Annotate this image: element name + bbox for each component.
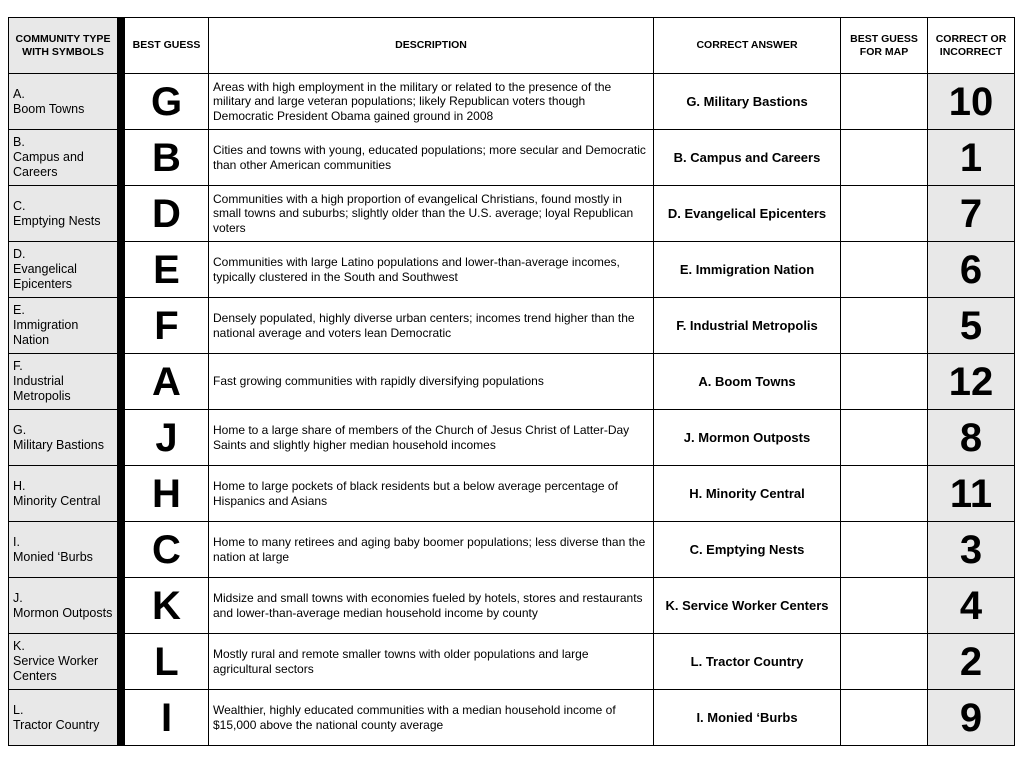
community-name: Evangelical Epicenters	[13, 262, 77, 291]
community-type-cell	[9, 130, 118, 186]
separator-bar	[118, 242, 125, 298]
community-type-cell	[9, 578, 118, 634]
result-cell: 5	[928, 298, 1015, 354]
table-row	[9, 690, 1015, 746]
description-cell: Cities and towns with young, educated populations; more secular and Democratic than other American communities	[209, 130, 654, 186]
table-row	[9, 242, 1015, 298]
separator-bar	[118, 74, 125, 130]
header-best-guess-map: BEST GUESS FOR MAP	[841, 18, 928, 74]
separator-bar	[118, 298, 125, 354]
best-guess-map-cell[interactable]	[841, 298, 928, 354]
header-community-type: COMMUNITY TYPE WITH SYMBOLS	[9, 18, 118, 74]
separator-bar	[118, 354, 125, 410]
best-guess-map-cell[interactable]	[841, 690, 928, 746]
correct-answer-cell: F. Industrial Metropolis	[654, 298, 841, 354]
table-row	[9, 634, 1015, 690]
table-row	[9, 466, 1015, 522]
community-name: Minority Central	[13, 493, 101, 508]
description-cell: Midsize and small towns with economies fueled by hotels, stores and restaurants and lower-than-average median household income by county	[209, 578, 654, 634]
best-guess-map-cell[interactable]	[841, 634, 928, 690]
correct-answer-cell: B. Campus and Careers	[654, 130, 841, 186]
result-cell: 11	[928, 466, 1015, 522]
result-cell: 3	[928, 522, 1015, 578]
correct-answer-cell: A. Boom Towns	[654, 354, 841, 410]
result-cell: 10	[928, 74, 1015, 130]
community-name: Monied ‘Burbs	[13, 549, 93, 564]
separator-bar	[118, 578, 125, 634]
community-name: Military Bastions	[13, 437, 104, 452]
community-letter: B.	[13, 135, 25, 149]
community-name: Emptying Nests	[13, 213, 101, 228]
result-cell: 7	[928, 186, 1015, 242]
best-guess-cell[interactable]: G	[125, 74, 209, 130]
best-guess-cell[interactable]: D	[125, 186, 209, 242]
community-type-cell	[9, 186, 118, 242]
result-cell: 12	[928, 354, 1015, 410]
community-name: Tractor Country	[13, 717, 100, 732]
best-guess-cell[interactable]: L	[125, 634, 209, 690]
best-guess-map-cell[interactable]	[841, 466, 928, 522]
community-name: Service Worker Centers	[13, 654, 99, 683]
description-cell: Home to many retirees and aging baby boomer populations; less diverse than the nation at large	[209, 522, 654, 578]
community-type-cell	[9, 298, 118, 354]
table-row	[9, 186, 1015, 242]
best-guess-map-cell[interactable]	[841, 130, 928, 186]
community-letter: A.	[13, 86, 25, 101]
header-description: DESCRIPTION	[209, 18, 654, 74]
description-cell: Areas with high employment in the military or related to the presence of the military and large veteran populations; likely Republican voters though Democratic President Obama gained ground in 2008	[209, 74, 654, 130]
separator-bar	[118, 410, 125, 466]
description-cell: Mostly rural and remote smaller towns with older populations and large agricultural sectors	[209, 634, 654, 690]
community-name: Campus and Careers	[13, 150, 84, 179]
header-best-guess: BEST GUESS	[125, 18, 209, 74]
best-guess-cell[interactable]: I	[125, 690, 209, 746]
description-cell: Wealthier, highly educated communities with a median household income of $15,000 above the national county average	[209, 690, 654, 746]
description-cell: Communities with a high proportion of evangelical Christians, found mostly in small towns and suburbs; slightly older than the U.S. average; loyal Republican voters	[209, 186, 654, 242]
header-row	[9, 18, 1015, 74]
table-row	[9, 578, 1015, 634]
description-cell: Communities with large Latino populations and lower-than-average incomes, typically clustered in the South and Southwest	[209, 242, 654, 298]
best-guess-map-cell[interactable]	[841, 74, 928, 130]
description-cell: Home to large pockets of black residents but a below average percentage of Hispanics and Asians	[209, 466, 654, 522]
community-types-table	[8, 17, 1015, 746]
separator-bar	[118, 690, 125, 746]
community-type-cell	[9, 634, 118, 690]
correct-answer-cell: I. Monied ‘Burbs	[654, 690, 841, 746]
header-correct-or-incorrect: CORRECT OR INCORRECT	[928, 18, 1015, 74]
best-guess-cell[interactable]: F	[125, 298, 209, 354]
best-guess-cell[interactable]: K	[125, 578, 209, 634]
table-row	[9, 354, 1015, 410]
community-letter: F.	[13, 359, 23, 373]
community-letter: J.	[13, 590, 23, 605]
table-row	[9, 298, 1015, 354]
community-type-cell	[9, 410, 118, 466]
community-letter: H.	[13, 478, 26, 493]
community-letter: E.	[13, 303, 25, 317]
description-cell: Densely populated, highly diverse urban centers; incomes trend higher than the national average and voters lean Democratic	[209, 298, 654, 354]
table-row	[9, 522, 1015, 578]
community-letter: I.	[13, 534, 20, 549]
correct-answer-cell: J. Mormon Outposts	[654, 410, 841, 466]
community-type-cell	[9, 690, 118, 746]
correct-answer-cell: G. Military Bastions	[654, 74, 841, 130]
community-letter: G.	[13, 422, 27, 437]
community-letter: C.	[13, 198, 26, 213]
description-cell: Home to a large share of members of the Church of Jesus Christ of Latter-Day Saints and slightly higher median household incomes	[209, 410, 654, 466]
best-guess-map-cell[interactable]	[841, 522, 928, 578]
best-guess-cell[interactable]: H	[125, 466, 209, 522]
separator-bar	[118, 634, 125, 690]
separator-bar	[118, 130, 125, 186]
result-cell: 2	[928, 634, 1015, 690]
best-guess-map-cell[interactable]	[841, 354, 928, 410]
community-type-cell	[9, 522, 118, 578]
correct-answer-cell: K. Service Worker Centers	[654, 578, 841, 634]
separator-bar	[118, 522, 125, 578]
result-cell: 8	[928, 410, 1015, 466]
separator-bar	[118, 186, 125, 242]
best-guess-cell[interactable]: C	[125, 522, 209, 578]
separator-bar	[118, 466, 125, 522]
correct-answer-cell: E. Immigration Nation	[654, 242, 841, 298]
table-row	[9, 410, 1015, 466]
correct-answer-cell: D. Evangelical Epicenters	[654, 186, 841, 242]
community-type-cell	[9, 466, 118, 522]
best-guess-map-cell[interactable]	[841, 578, 928, 634]
community-letter: K.	[13, 639, 25, 653]
correct-answer-cell: L. Tractor Country	[654, 634, 841, 690]
result-cell: 4	[928, 578, 1015, 634]
best-guess-map-cell[interactable]	[841, 410, 928, 466]
best-guess-cell[interactable]: E	[125, 242, 209, 298]
header-correct-answer: CORRECT ANSWER	[654, 18, 841, 74]
best-guess-cell[interactable]: B	[125, 130, 209, 186]
table-row	[9, 130, 1015, 186]
correct-answer-cell: C. Emptying Nests	[654, 522, 841, 578]
community-type-cell	[9, 74, 118, 130]
separator-bar	[118, 18, 125, 74]
result-cell: 1	[928, 130, 1015, 186]
best-guess-map-cell[interactable]	[841, 186, 928, 242]
description-cell: Fast growing communities with rapidly diversifying populations	[209, 354, 654, 410]
best-guess-cell[interactable]: J	[125, 410, 209, 466]
community-name: Mormon Outposts	[13, 605, 113, 620]
community-name: Immigration Nation	[13, 318, 79, 347]
best-guess-cell[interactable]: A	[125, 354, 209, 410]
community-name: Industrial Metropolis	[13, 374, 71, 403]
best-guess-map-cell[interactable]	[841, 242, 928, 298]
correct-answer-cell: H. Minority Central	[654, 466, 841, 522]
community-letter: D.	[13, 247, 26, 261]
table-row	[9, 74, 1015, 130]
community-type-cell	[9, 242, 118, 298]
community-name: Boom Towns	[13, 101, 85, 116]
result-cell: 6	[928, 242, 1015, 298]
result-cell: 9	[928, 690, 1015, 746]
community-letter: L.	[13, 702, 24, 717]
community-type-cell	[9, 354, 118, 410]
